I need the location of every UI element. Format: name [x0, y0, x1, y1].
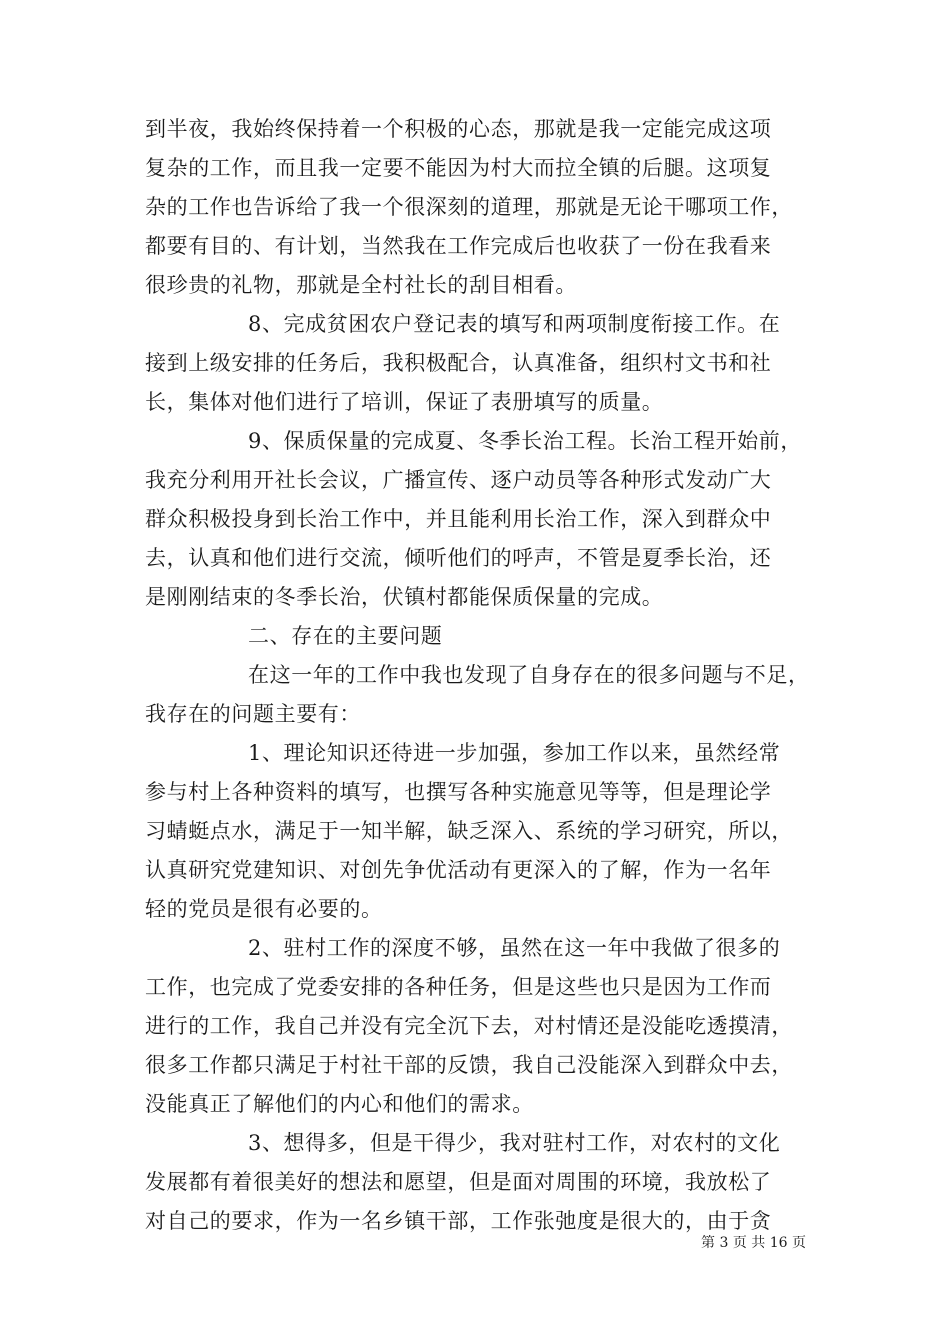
text-line: 3、想得多，但是干得少，我对驻村工作，对农村的文化 [248, 1131, 781, 1155]
text-line: 接到上级安排的任务后，我积极配合，认真准备，组织村文书和社 [145, 351, 772, 375]
text-line: 长，集体对他们进行了培训，保证了表册填写的质量。 [145, 390, 664, 414]
text-line: 对自己的要求，作为一名乡镇干部，工作张弛度是很大的，由于贪 [145, 1209, 772, 1233]
text-line: 在这一年的工作中我也发现了自身存在的很多问题与不足， [248, 663, 810, 687]
text-line: 我充分利用开社长会议，广播宣传、逐户动员等各种形式发动广大 [145, 468, 772, 492]
text-line: 复杂的工作，而且我一定要不能因为村大而拉全镇的后腿。这项复 [145, 156, 772, 180]
text-line: 到半夜，我始终保持着一个积极的心态，那就是我一定能完成这项 [145, 117, 772, 141]
text-line: 进行的工作，我自己并没有完全沉下去，对村情还是没能吃透摸清， [145, 1014, 793, 1038]
text-line: 1、理论知识还待进一步加强，参加工作以来，虽然经常 [248, 741, 781, 765]
text-line: 去，认真和他们进行交流，倾听他们的呼声，不管是夏季长治，还 [145, 546, 772, 570]
text-line: 没能真正了解他们的内心和他们的需求。 [145, 1092, 534, 1116]
text-line: 认真研究党建知识、对创先争优活动有更深入的了解，作为一名年 [145, 858, 772, 882]
text-line: 我存在的问题主要有： [145, 702, 361, 726]
text-line: 9、保质保量的完成夏、冬季长治工程。长治工程开始前， [248, 429, 802, 453]
text-line: 杂的工作也告诉给了我一个很深刻的道理，那就是无论干哪项工作， [145, 195, 793, 219]
text-line: 参与村上各种资料的填写，也撰写各种实施意见等等，但是理论学 [145, 780, 772, 804]
text-line: 8、完成贫困农户登记表的填写和两项制度衔接工作。在 [248, 312, 781, 336]
text-line: 习蜻蜓点水，满足于一知半解，缺乏深入、系统的学习研究，所以， [145, 819, 793, 843]
text-line: 很珍贵的礼物，那就是全村社长的刮目相看。 [145, 273, 577, 297]
text-line: 群众积极投身到长治工作中，并且能利用长治工作，深入到群众中 [145, 507, 772, 531]
text-line: 发展都有着很美好的想法和愿望，但是面对周围的环境，我放松了 [145, 1170, 772, 1194]
page-number: 第 3 页 共 16 页 [701, 1235, 806, 1251]
text-line: 轻的党员是很有必要的。 [145, 897, 383, 921]
text-line: 都要有目的、有计划，当然我在工作完成后也收获了一份在我看来 [145, 234, 772, 258]
text-line: 很多工作都只满足于村社干部的反馈，我自己没能深入到群众中去， [145, 1053, 793, 1077]
text-line: 是刚刚结束的冬季长治，伏镇村都能保质保量的完成。 [145, 585, 664, 609]
text-line: 2、驻村工作的深度不够，虽然在这一年中我做了很多的 [248, 936, 781, 960]
section-heading: 二、存在的主要问题 [248, 624, 443, 648]
text-line: 工作，也完成了党委安排的各种任务，但是这些也只是因为工作而 [145, 975, 772, 999]
